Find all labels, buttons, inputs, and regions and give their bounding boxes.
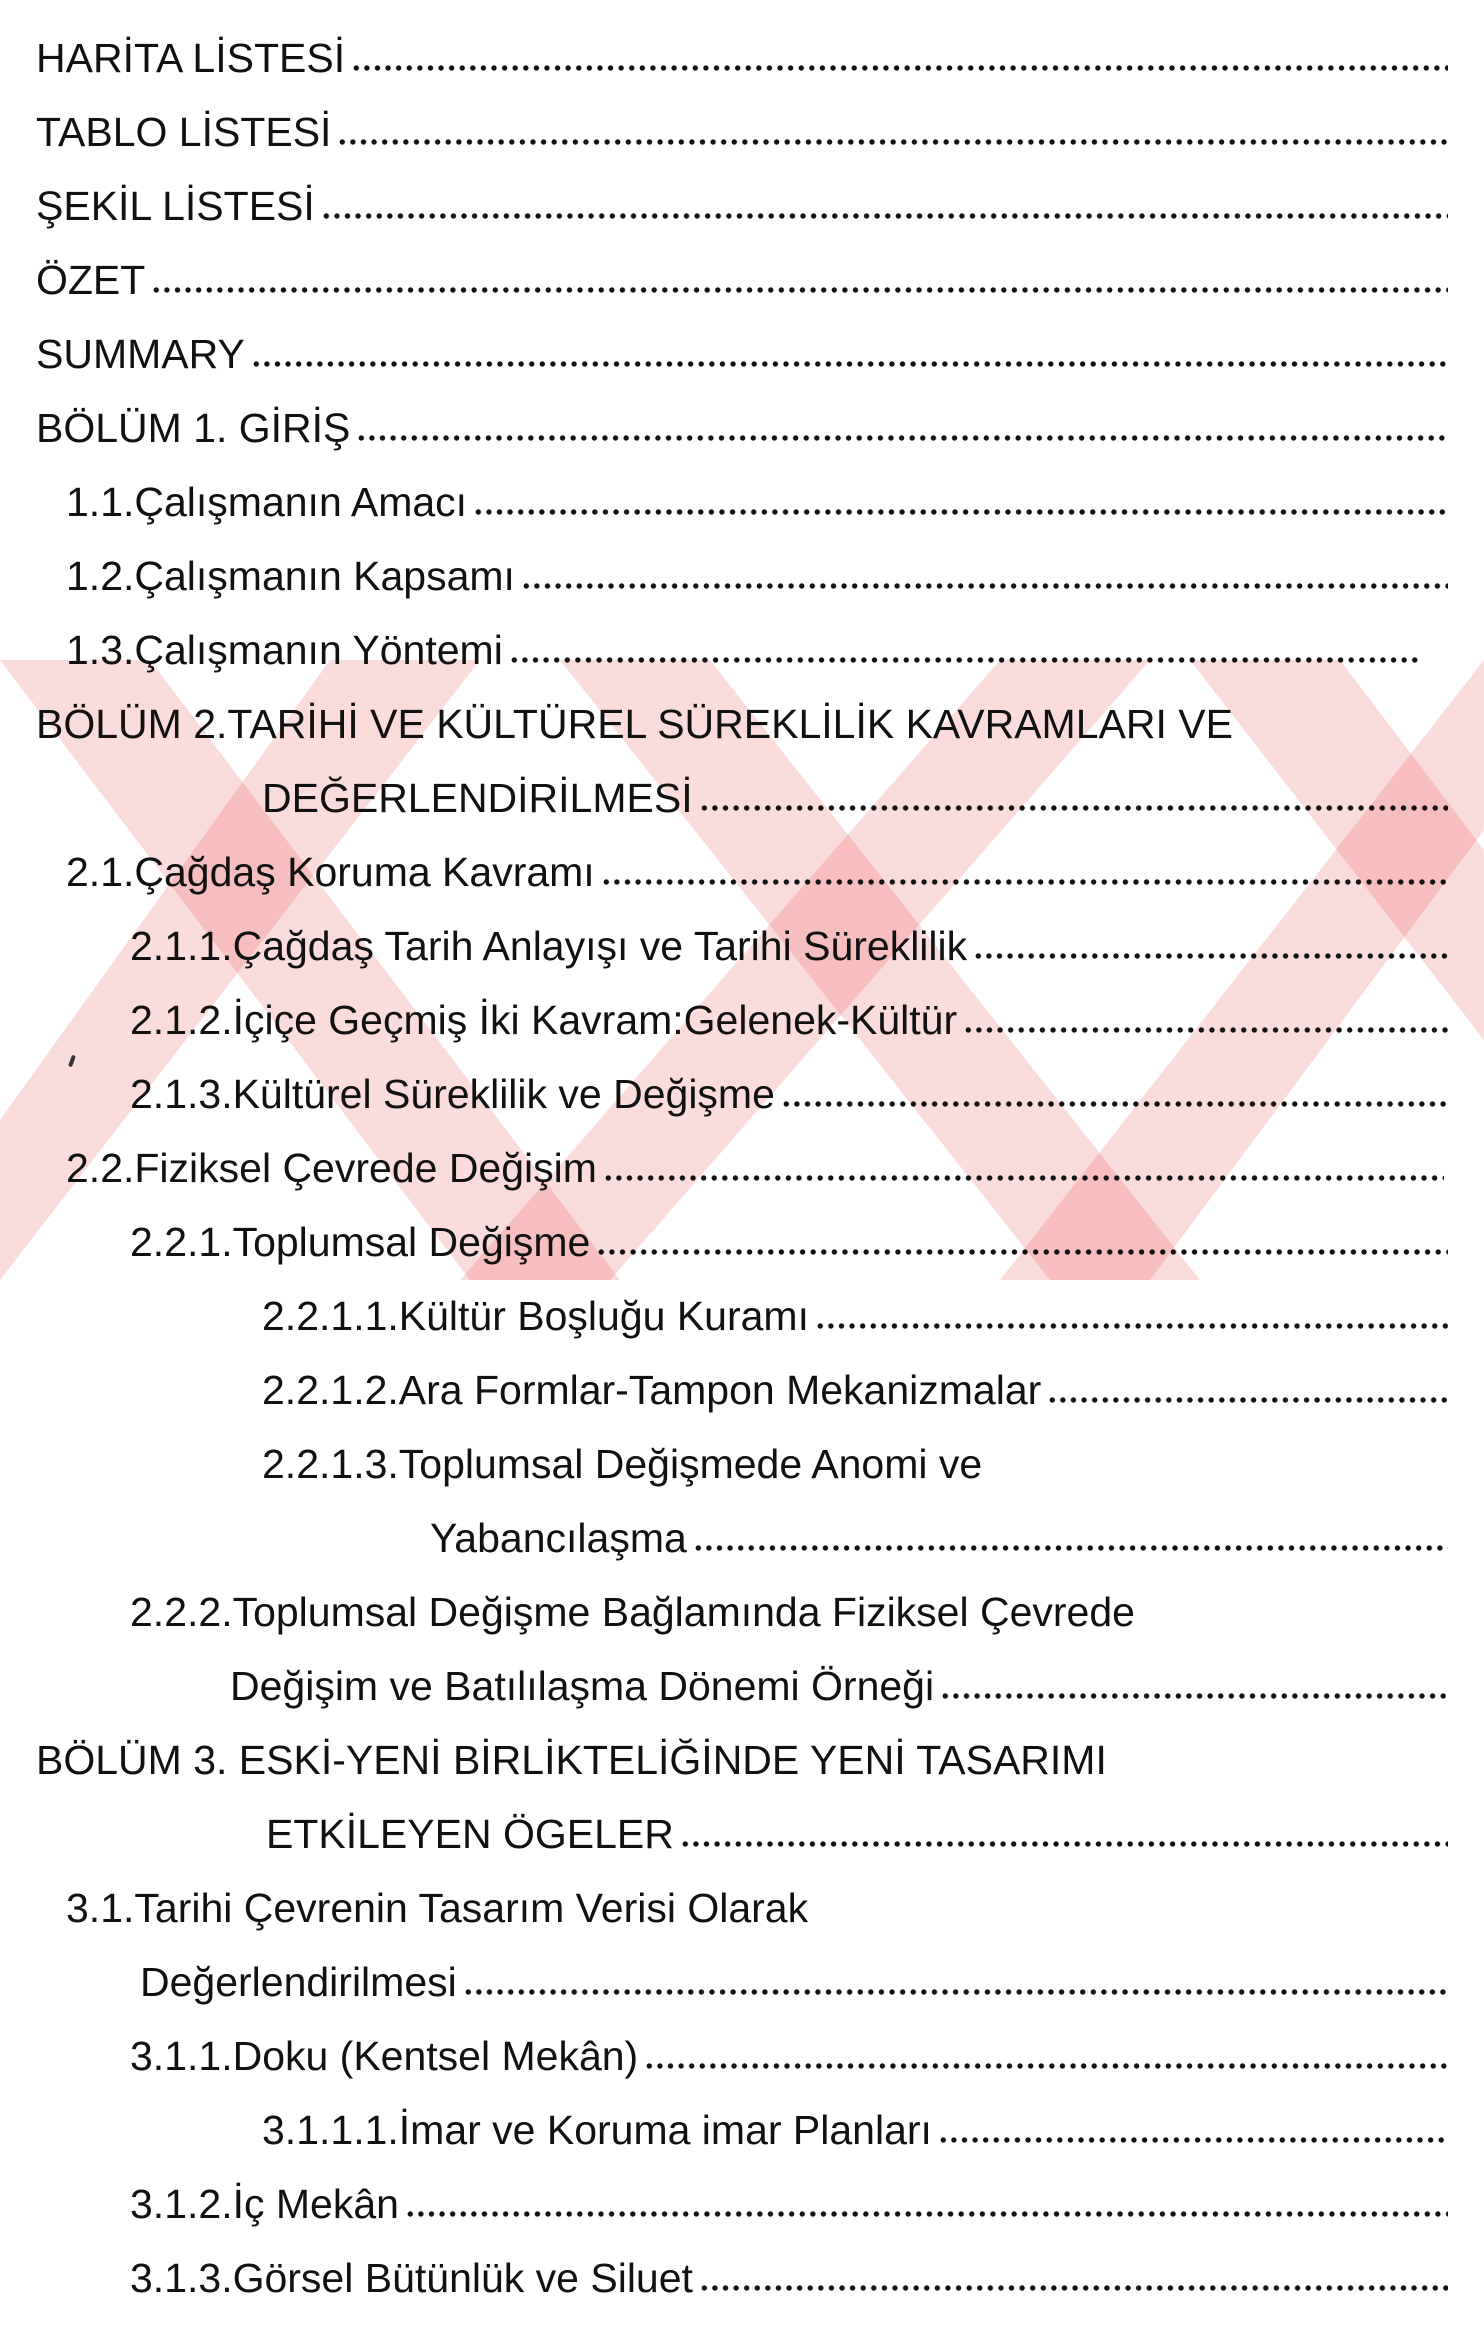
toc-entry xyxy=(36,318,1448,378)
dot-leader xyxy=(596,1247,1448,1257)
toc-entry-label: TABLO LİSTESİ xyxy=(36,109,332,155)
toc-entry xyxy=(66,614,1420,674)
toc-entry-label: 2.2.1.2.Ara Formlar-Tampon Mekanizmalar xyxy=(262,1367,1042,1413)
toc-entry-label: 3.1.3.Görsel Bütünlük ve Siluet xyxy=(130,2255,693,2301)
dot-leader xyxy=(973,951,1448,961)
toc-entry xyxy=(140,1946,1448,2006)
toc-entry xyxy=(130,1206,1448,1266)
dot-leader xyxy=(321,211,1448,221)
toc-entry xyxy=(66,836,1448,896)
toc-entry xyxy=(262,2094,1448,2154)
toc-entry-label: 2.1.3.Kültürel Süreklilik ve Değişme xyxy=(130,1071,775,1117)
toc-entry xyxy=(36,170,1448,230)
dot-leader xyxy=(509,655,1420,665)
toc-entry xyxy=(66,1872,814,1932)
toc-entry xyxy=(266,1798,1448,1858)
toc-entry-label: BÖLÜM 3. ESKİ-YENİ BİRLİKTELİĞİNDE YENİ TASARIMI xyxy=(36,1737,1107,1783)
toc-entry-label: 2.2.1.Toplumsal Değişme xyxy=(130,1219,591,1265)
dot-leader xyxy=(251,359,1448,369)
toc-entry-label: BÖLÜM 1. GİRİŞ xyxy=(36,405,351,451)
toc-entry xyxy=(130,2168,1448,2228)
toc-entry-label: 3.1.Tarihi Çevrenin Tasarım Verisi Olarak xyxy=(66,1885,809,1931)
dot-leader xyxy=(603,1173,1444,1183)
toc-entry-label: 2.1.2.İçiçe Geçmiş İki Kavram:Gelenek-Kültür xyxy=(130,997,958,1043)
dot-leader xyxy=(405,2209,1448,2219)
toc-entry xyxy=(36,1724,1113,1784)
toc-entry-label: HARİTA LİSTESİ xyxy=(36,35,346,81)
toc-entry xyxy=(130,1576,1141,1636)
dot-leader xyxy=(815,1321,1448,1331)
toc-entry xyxy=(262,762,1448,822)
toc-entry-label: 2.2.1.1.Kültür Boşluğu Kuramı xyxy=(262,1293,809,1339)
toc-entry xyxy=(66,466,1448,526)
toc-entry-label: 2.1.Çağdaş Koruma Kavramı xyxy=(66,849,595,895)
dot-leader xyxy=(356,433,1448,443)
dot-leader xyxy=(680,1839,1448,1849)
toc-entry xyxy=(66,540,1448,600)
toc-entry xyxy=(130,2242,1448,2302)
dot-leader xyxy=(644,2061,1448,2071)
toc-entry xyxy=(36,96,1448,156)
dot-leader xyxy=(151,285,1448,295)
toc-entry-label: Değişim ve Batılılaşma Dönemi Örneği xyxy=(230,1663,935,1709)
toc-entry-label: BÖLÜM 2.TARİHİ VE KÜLTÜREL SÜREKLİLİK KAVRAMLARI VE xyxy=(36,701,1233,747)
toc-entry-label: ŞEKİL LİSTESİ xyxy=(36,183,315,229)
toc-entry-label: 3.1.2.İç Mekân xyxy=(130,2181,399,2227)
toc-entry xyxy=(36,688,1239,748)
dot-leader xyxy=(963,1025,1448,1035)
toc-entry-label: 2.1.1.Çağdaş Tarih Anlayışı ve Tarihi Süreklilik xyxy=(130,923,968,969)
dot-leader xyxy=(940,1691,1448,1701)
toc-entry xyxy=(130,1058,1448,1118)
dot-leader xyxy=(699,2283,1448,2293)
toc-entry-label: 3.1.1.1.İmar ve Koruma imar Planları xyxy=(262,2107,932,2153)
toc-entry xyxy=(230,1650,1448,1710)
toc-entry-label: DEĞERLENDİRİLMESİ xyxy=(262,775,693,821)
toc-entry-label: 3.1.1.Doku (Kentsel Mekân) xyxy=(130,2033,639,2079)
toc-entry-label: SUMMARY xyxy=(36,331,245,377)
toc-entry-label: Yabancılaşma xyxy=(430,1515,687,1561)
dot-leader xyxy=(1047,1395,1448,1405)
toc-entry xyxy=(130,2020,1448,2080)
dot-leader xyxy=(938,2135,1448,2145)
dot-leader xyxy=(601,877,1448,887)
toc-entry xyxy=(262,1428,988,1488)
dot-leader xyxy=(351,63,1448,73)
toc-entry xyxy=(130,910,1448,970)
toc-entry-label: 1.3.Çalışmanın Yöntemi xyxy=(66,627,503,673)
toc-entry-label: 1.1.Çalışmanın Amacı xyxy=(66,479,468,525)
dot-leader xyxy=(521,581,1448,591)
toc-entry xyxy=(36,392,1448,452)
toc-entry xyxy=(130,984,1448,1044)
toc-entry-label: ÖZET xyxy=(36,257,146,303)
toc-entry xyxy=(262,1354,1448,1414)
toc-entry xyxy=(66,1132,1444,1192)
dot-leader xyxy=(463,1987,1448,1997)
dot-leader xyxy=(473,507,1448,517)
toc-entry-label: Değerlendirilmesi xyxy=(140,1959,457,2005)
toc-entry-label: 1.2.Çalışmanın Kapsamı xyxy=(66,553,515,599)
dot-leader xyxy=(699,803,1448,813)
dot-leader xyxy=(693,1543,1448,1553)
toc-entry-label: 2.2.Fiziksel Çevrede Değişim xyxy=(66,1145,597,1191)
toc-entry-label: 2.2.2.Toplumsal Değişme Bağlamında Fiziksel Çevrede xyxy=(130,1589,1135,1635)
toc-entry-label: ETKİLEYEN ÖGELER xyxy=(266,1811,674,1857)
toc-entry xyxy=(262,1280,1448,1340)
toc-entry xyxy=(430,1502,1448,1562)
dot-leader xyxy=(337,137,1448,147)
toc-entry xyxy=(36,22,1448,82)
toc-entry-label: 2.2.1.3.Toplumsal Değişmede Anomi ve xyxy=(262,1441,983,1487)
dot-leader xyxy=(781,1099,1448,1109)
toc-entry xyxy=(36,244,1448,304)
